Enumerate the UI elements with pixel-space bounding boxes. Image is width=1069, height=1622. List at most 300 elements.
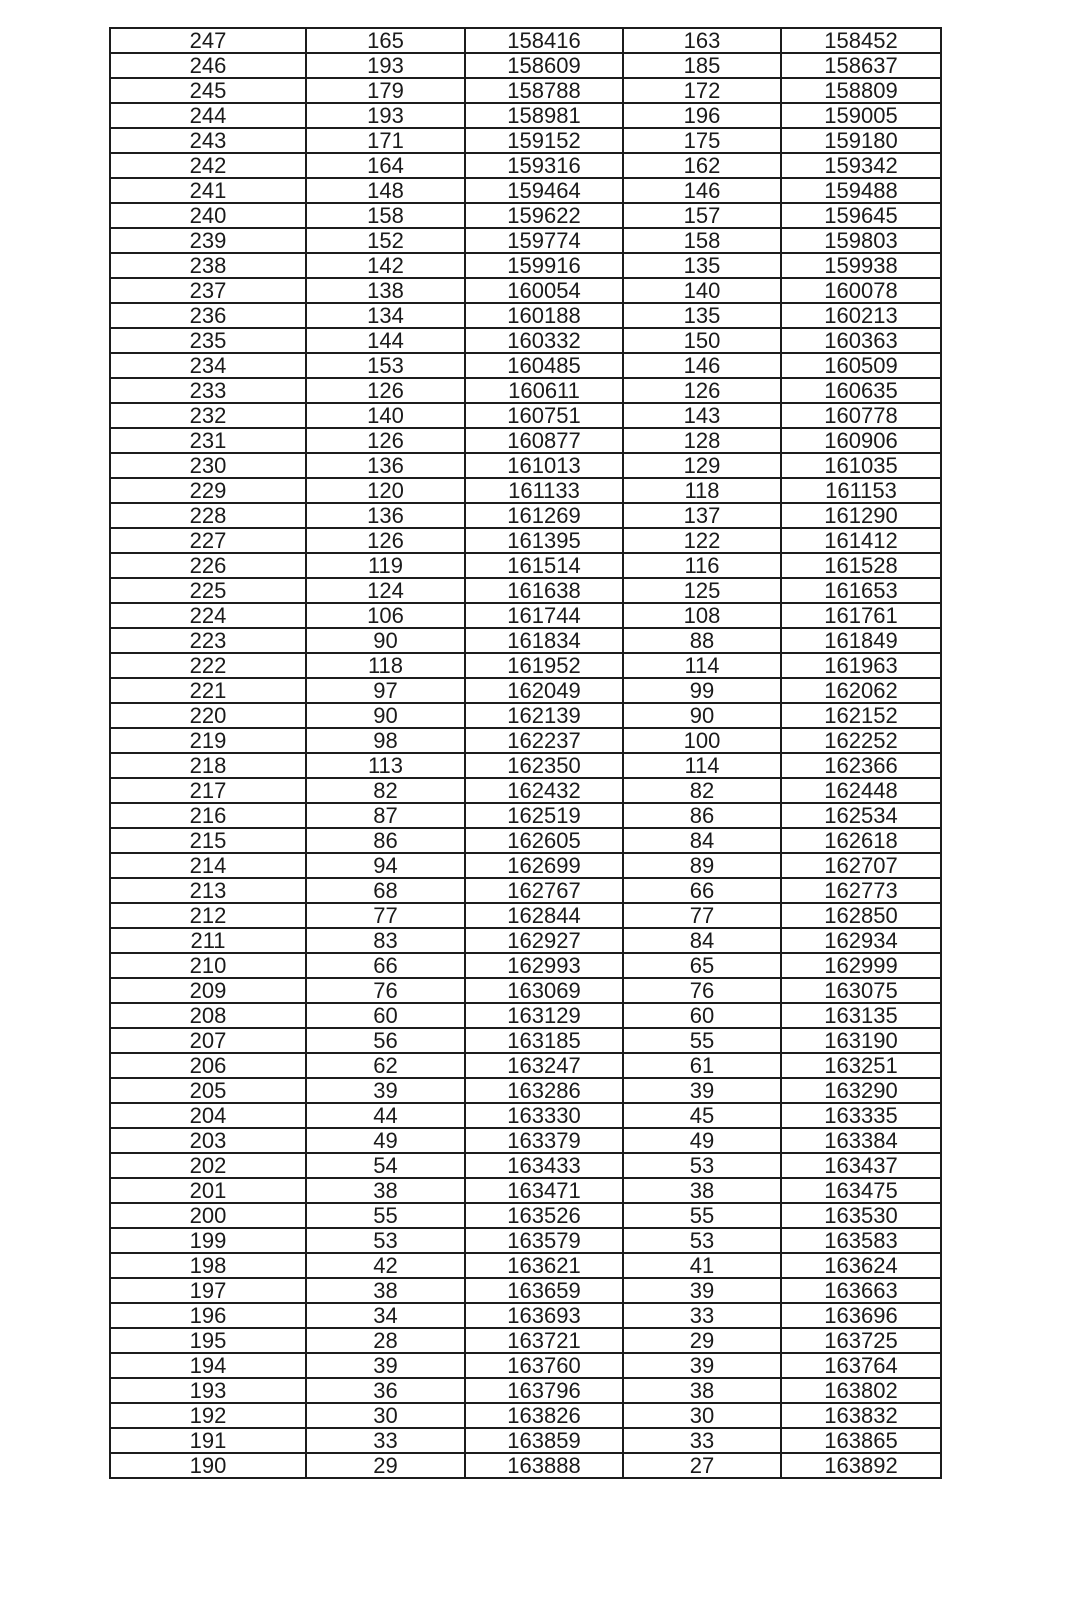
score-cell: 223	[110, 628, 306, 653]
count-cell: 66	[306, 953, 465, 978]
count-alt-cell: 114	[623, 753, 781, 778]
table-body	[110, 28, 941, 1478]
count-alt-cell: 116	[623, 553, 781, 578]
cumulative-cell: 161514	[465, 553, 623, 578]
table-row	[110, 1228, 941, 1253]
cumulative-cell: 163185	[465, 1028, 623, 1053]
count-alt-cell: 146	[623, 178, 781, 203]
table-row	[110, 1078, 941, 1103]
score-cell: 213	[110, 878, 306, 903]
cumulative-cell: 158981	[465, 103, 623, 128]
cumulative-cell: 163526	[465, 1203, 623, 1228]
score-cell: 245	[110, 78, 306, 103]
cumulative-cell: 163247	[465, 1053, 623, 1078]
table-row	[110, 278, 941, 303]
cumulative-cell: 162237	[465, 728, 623, 753]
table-row	[110, 803, 941, 828]
count-alt-cell: 162	[623, 153, 781, 178]
cumulative-alt-cell: 163624	[781, 1253, 941, 1278]
count-cell: 28	[306, 1328, 465, 1353]
cumulative-alt-cell: 162618	[781, 828, 941, 853]
score-cell: 236	[110, 303, 306, 328]
score-cell: 218	[110, 753, 306, 778]
count-alt-cell: 122	[623, 528, 781, 553]
count-cell: 29	[306, 1453, 465, 1478]
score-cell: 234	[110, 353, 306, 378]
table-row	[110, 653, 941, 678]
table-row	[110, 1003, 941, 1028]
count-cell: 87	[306, 803, 465, 828]
count-alt-cell: 53	[623, 1228, 781, 1253]
cumulative-cell: 161133	[465, 478, 623, 503]
cumulative-alt-cell: 159488	[781, 178, 941, 203]
score-distribution-table	[109, 27, 942, 1479]
score-cell: 201	[110, 1178, 306, 1203]
count-cell: 138	[306, 278, 465, 303]
cumulative-alt-cell: 162366	[781, 753, 941, 778]
count-cell: 83	[306, 928, 465, 953]
cumulative-alt-cell: 163190	[781, 1028, 941, 1053]
cumulative-cell: 163721	[465, 1328, 623, 1353]
score-cell: 190	[110, 1453, 306, 1478]
count-alt-cell: 60	[623, 1003, 781, 1028]
cumulative-cell: 159152	[465, 128, 623, 153]
table-row	[110, 1128, 941, 1153]
table-row	[110, 1103, 941, 1128]
count-cell: 106	[306, 603, 465, 628]
cumulative-cell: 160877	[465, 428, 623, 453]
score-cell: 208	[110, 1003, 306, 1028]
cumulative-cell: 160054	[465, 278, 623, 303]
count-cell: 124	[306, 578, 465, 603]
count-cell: 126	[306, 528, 465, 553]
cumulative-alt-cell: 159005	[781, 103, 941, 128]
cumulative-alt-cell: 163475	[781, 1178, 941, 1203]
score-cell: 238	[110, 253, 306, 278]
count-alt-cell: 196	[623, 103, 781, 128]
cumulative-cell: 163579	[465, 1228, 623, 1253]
score-cell: 193	[110, 1378, 306, 1403]
count-cell: 164	[306, 153, 465, 178]
count-alt-cell: 185	[623, 53, 781, 78]
cumulative-cell: 163796	[465, 1378, 623, 1403]
count-cell: 126	[306, 428, 465, 453]
cumulative-alt-cell: 158809	[781, 78, 941, 103]
count-alt-cell: 76	[623, 978, 781, 1003]
count-alt-cell: 135	[623, 253, 781, 278]
cumulative-alt-cell: 163663	[781, 1278, 941, 1303]
cumulative-alt-cell: 163764	[781, 1353, 941, 1378]
table-row	[110, 253, 941, 278]
count-cell: 140	[306, 403, 465, 428]
table-row	[110, 1278, 941, 1303]
score-cell: 200	[110, 1203, 306, 1228]
cumulative-alt-cell: 161035	[781, 453, 941, 478]
cumulative-cell: 161013	[465, 453, 623, 478]
cumulative-alt-cell: 162252	[781, 728, 941, 753]
cumulative-cell: 161744	[465, 603, 623, 628]
count-alt-cell: 66	[623, 878, 781, 903]
count-alt-cell: 146	[623, 353, 781, 378]
table-row	[110, 78, 941, 103]
count-alt-cell: 38	[623, 1378, 781, 1403]
table-row	[110, 1378, 941, 1403]
count-alt-cell: 114	[623, 653, 781, 678]
table-row	[110, 1028, 941, 1053]
cumulative-cell: 162519	[465, 803, 623, 828]
table-row	[110, 453, 941, 478]
table-row	[110, 403, 941, 428]
score-cell: 220	[110, 703, 306, 728]
count-alt-cell: 39	[623, 1353, 781, 1378]
score-cell: 237	[110, 278, 306, 303]
table-row	[110, 478, 941, 503]
score-cell: 206	[110, 1053, 306, 1078]
table-row	[110, 203, 941, 228]
count-alt-cell: 84	[623, 928, 781, 953]
cumulative-cell: 158788	[465, 78, 623, 103]
score-cell: 210	[110, 953, 306, 978]
cumulative-cell: 163859	[465, 1428, 623, 1453]
cumulative-cell: 160188	[465, 303, 623, 328]
cumulative-cell: 162844	[465, 903, 623, 928]
count-cell: 126	[306, 378, 465, 403]
table-row	[110, 428, 941, 453]
cumulative-cell: 163471	[465, 1178, 623, 1203]
table-row	[110, 153, 941, 178]
cumulative-cell: 159464	[465, 178, 623, 203]
count-alt-cell: 172	[623, 78, 781, 103]
score-cell: 235	[110, 328, 306, 353]
cumulative-cell: 160611	[465, 378, 623, 403]
cumulative-alt-cell: 162448	[781, 778, 941, 803]
cumulative-cell: 162049	[465, 678, 623, 703]
cumulative-alt-cell: 158637	[781, 53, 941, 78]
cumulative-cell: 162993	[465, 953, 623, 978]
cumulative-cell: 163286	[465, 1078, 623, 1103]
cumulative-cell: 158416	[465, 28, 623, 53]
cumulative-cell: 159774	[465, 228, 623, 253]
count-alt-cell: 143	[623, 403, 781, 428]
count-cell: 38	[306, 1278, 465, 1303]
score-cell: 197	[110, 1278, 306, 1303]
table-row	[110, 978, 941, 1003]
score-cell: 229	[110, 478, 306, 503]
cumulative-cell: 159316	[465, 153, 623, 178]
count-alt-cell: 135	[623, 303, 781, 328]
table-row	[110, 728, 941, 753]
cumulative-alt-cell: 161963	[781, 653, 941, 678]
count-cell: 118	[306, 653, 465, 678]
score-cell: 219	[110, 728, 306, 753]
table-row	[110, 528, 941, 553]
score-cell: 221	[110, 678, 306, 703]
count-alt-cell: 33	[623, 1303, 781, 1328]
table-row	[110, 328, 941, 353]
count-cell: 34	[306, 1303, 465, 1328]
table-row	[110, 903, 941, 928]
cumulative-alt-cell: 161849	[781, 628, 941, 653]
cumulative-cell: 160332	[465, 328, 623, 353]
score-cell: 195	[110, 1328, 306, 1353]
cumulative-alt-cell: 161528	[781, 553, 941, 578]
table-row	[110, 853, 941, 878]
count-cell: 39	[306, 1353, 465, 1378]
count-alt-cell: 82	[623, 778, 781, 803]
cumulative-alt-cell: 163437	[781, 1153, 941, 1178]
cumulative-alt-cell: 160213	[781, 303, 941, 328]
table-row	[110, 603, 941, 628]
count-alt-cell: 84	[623, 828, 781, 853]
cumulative-alt-cell: 160509	[781, 353, 941, 378]
table-row	[110, 1353, 941, 1378]
count-alt-cell: 45	[623, 1103, 781, 1128]
table-row	[110, 1153, 941, 1178]
count-cell: 82	[306, 778, 465, 803]
count-alt-cell: 108	[623, 603, 781, 628]
cumulative-cell: 162139	[465, 703, 623, 728]
table-row	[110, 303, 941, 328]
count-alt-cell: 128	[623, 428, 781, 453]
count-alt-cell: 99	[623, 678, 781, 703]
score-cell: 198	[110, 1253, 306, 1278]
score-cell: 240	[110, 203, 306, 228]
cumulative-alt-cell: 160635	[781, 378, 941, 403]
table-row	[110, 178, 941, 203]
cumulative-alt-cell: 163135	[781, 1003, 941, 1028]
cumulative-cell: 162605	[465, 828, 623, 853]
cumulative-cell: 161834	[465, 628, 623, 653]
score-cell: 232	[110, 403, 306, 428]
count-cell: 77	[306, 903, 465, 928]
count-alt-cell: 27	[623, 1453, 781, 1478]
cumulative-alt-cell: 160906	[781, 428, 941, 453]
table-row	[110, 753, 941, 778]
table-row	[110, 378, 941, 403]
cumulative-cell: 158609	[465, 53, 623, 78]
count-cell: 136	[306, 503, 465, 528]
score-cell: 203	[110, 1128, 306, 1153]
cumulative-alt-cell: 162999	[781, 953, 941, 978]
table-row	[110, 703, 941, 728]
cumulative-cell: 163659	[465, 1278, 623, 1303]
count-cell: 39	[306, 1078, 465, 1103]
cumulative-cell: 162767	[465, 878, 623, 903]
cumulative-alt-cell: 161761	[781, 603, 941, 628]
count-alt-cell: 118	[623, 478, 781, 503]
score-cell: 224	[110, 603, 306, 628]
count-cell: 86	[306, 828, 465, 853]
score-cell: 192	[110, 1403, 306, 1428]
cumulative-alt-cell: 163290	[781, 1078, 941, 1103]
score-cell: 207	[110, 1028, 306, 1053]
cumulative-alt-cell: 159938	[781, 253, 941, 278]
count-cell: 56	[306, 1028, 465, 1053]
cumulative-cell: 161269	[465, 503, 623, 528]
cumulative-alt-cell: 163892	[781, 1453, 941, 1478]
score-cell: 246	[110, 53, 306, 78]
count-cell: 193	[306, 103, 465, 128]
count-alt-cell: 65	[623, 953, 781, 978]
count-alt-cell: 61	[623, 1053, 781, 1078]
count-cell: 60	[306, 1003, 465, 1028]
table-row	[110, 228, 941, 253]
score-cell: 199	[110, 1228, 306, 1253]
table-row	[110, 1303, 941, 1328]
count-cell: 113	[306, 753, 465, 778]
table-row	[110, 778, 941, 803]
count-cell: 90	[306, 703, 465, 728]
count-cell: 153	[306, 353, 465, 378]
cumulative-cell: 162927	[465, 928, 623, 953]
cumulative-alt-cell: 162850	[781, 903, 941, 928]
count-cell: 54	[306, 1153, 465, 1178]
count-alt-cell: 89	[623, 853, 781, 878]
count-cell: 94	[306, 853, 465, 878]
count-cell: 134	[306, 303, 465, 328]
cumulative-cell: 163693	[465, 1303, 623, 1328]
score-cell: 204	[110, 1103, 306, 1128]
table-row	[110, 1453, 941, 1478]
score-cell: 222	[110, 653, 306, 678]
count-alt-cell: 86	[623, 803, 781, 828]
count-cell: 62	[306, 1053, 465, 1078]
count-cell: 158	[306, 203, 465, 228]
count-alt-cell: 55	[623, 1203, 781, 1228]
cumulative-alt-cell: 159803	[781, 228, 941, 253]
count-alt-cell: 53	[623, 1153, 781, 1178]
table-row	[110, 53, 941, 78]
count-cell: 36	[306, 1378, 465, 1403]
cumulative-cell: 160485	[465, 353, 623, 378]
table-row	[110, 828, 941, 853]
count-cell: 144	[306, 328, 465, 353]
cumulative-cell: 163129	[465, 1003, 623, 1028]
score-cell: 241	[110, 178, 306, 203]
table-row	[110, 553, 941, 578]
count-cell: 49	[306, 1128, 465, 1153]
score-cell: 194	[110, 1353, 306, 1378]
cumulative-alt-cell: 163251	[781, 1053, 941, 1078]
cumulative-alt-cell: 160363	[781, 328, 941, 353]
count-cell: 193	[306, 53, 465, 78]
count-alt-cell: 163	[623, 28, 781, 53]
table-row	[110, 1178, 941, 1203]
score-cell: 202	[110, 1153, 306, 1178]
cumulative-cell: 161952	[465, 653, 623, 678]
table-row	[110, 1328, 941, 1353]
count-alt-cell: 150	[623, 328, 781, 353]
cumulative-alt-cell: 161412	[781, 528, 941, 553]
score-cell: 243	[110, 128, 306, 153]
count-cell: 90	[306, 628, 465, 653]
count-alt-cell: 129	[623, 453, 781, 478]
cumulative-alt-cell: 160078	[781, 278, 941, 303]
cumulative-alt-cell: 163075	[781, 978, 941, 1003]
cumulative-cell: 163888	[465, 1453, 623, 1478]
cumulative-alt-cell: 162773	[781, 878, 941, 903]
cumulative-cell: 163433	[465, 1153, 623, 1178]
cumulative-alt-cell: 161290	[781, 503, 941, 528]
count-alt-cell: 125	[623, 578, 781, 603]
cumulative-alt-cell: 163832	[781, 1403, 941, 1428]
score-cell: 215	[110, 828, 306, 853]
count-cell: 171	[306, 128, 465, 153]
count-cell: 120	[306, 478, 465, 503]
table-row	[110, 28, 941, 53]
score-cell: 228	[110, 503, 306, 528]
cumulative-alt-cell: 162062	[781, 678, 941, 703]
score-cell: 196	[110, 1303, 306, 1328]
score-cell: 205	[110, 1078, 306, 1103]
count-cell: 119	[306, 553, 465, 578]
count-cell: 42	[306, 1253, 465, 1278]
count-alt-cell: 137	[623, 503, 781, 528]
count-alt-cell: 33	[623, 1428, 781, 1453]
score-cell: 191	[110, 1428, 306, 1453]
count-cell: 53	[306, 1228, 465, 1253]
score-cell: 233	[110, 378, 306, 403]
table-row	[110, 1053, 941, 1078]
score-cell: 231	[110, 428, 306, 453]
count-alt-cell: 77	[623, 903, 781, 928]
count-alt-cell: 29	[623, 1328, 781, 1353]
count-cell: 98	[306, 728, 465, 753]
table-row	[110, 628, 941, 653]
cumulative-cell: 163621	[465, 1253, 623, 1278]
cumulative-alt-cell: 163802	[781, 1378, 941, 1403]
cumulative-cell: 163069	[465, 978, 623, 1003]
cumulative-alt-cell: 163696	[781, 1303, 941, 1328]
cumulative-alt-cell: 159342	[781, 153, 941, 178]
cumulative-cell: 163330	[465, 1103, 623, 1128]
table-row	[110, 103, 941, 128]
count-alt-cell: 55	[623, 1028, 781, 1053]
cumulative-alt-cell: 159645	[781, 203, 941, 228]
table-row	[110, 878, 941, 903]
cumulative-cell: 160751	[465, 403, 623, 428]
cumulative-alt-cell: 162152	[781, 703, 941, 728]
score-cell: 230	[110, 453, 306, 478]
cumulative-cell: 162432	[465, 778, 623, 803]
table-row	[110, 1253, 941, 1278]
table-row	[110, 1203, 941, 1228]
cumulative-alt-cell: 163335	[781, 1103, 941, 1128]
cumulative-cell: 159622	[465, 203, 623, 228]
count-cell: 142	[306, 253, 465, 278]
count-cell: 68	[306, 878, 465, 903]
table-row	[110, 1403, 941, 1428]
cumulative-cell: 163826	[465, 1403, 623, 1428]
cumulative-alt-cell: 160778	[781, 403, 941, 428]
score-cell: 225	[110, 578, 306, 603]
cumulative-cell: 162350	[465, 753, 623, 778]
count-alt-cell: 157	[623, 203, 781, 228]
score-cell: 217	[110, 778, 306, 803]
score-cell: 239	[110, 228, 306, 253]
cumulative-alt-cell: 163725	[781, 1328, 941, 1353]
count-cell: 30	[306, 1403, 465, 1428]
count-cell: 152	[306, 228, 465, 253]
cumulative-alt-cell: 163865	[781, 1428, 941, 1453]
count-cell: 97	[306, 678, 465, 703]
score-cell: 212	[110, 903, 306, 928]
table-row	[110, 353, 941, 378]
score-cell: 247	[110, 28, 306, 53]
table-row	[110, 928, 941, 953]
score-cell: 214	[110, 853, 306, 878]
count-cell: 136	[306, 453, 465, 478]
